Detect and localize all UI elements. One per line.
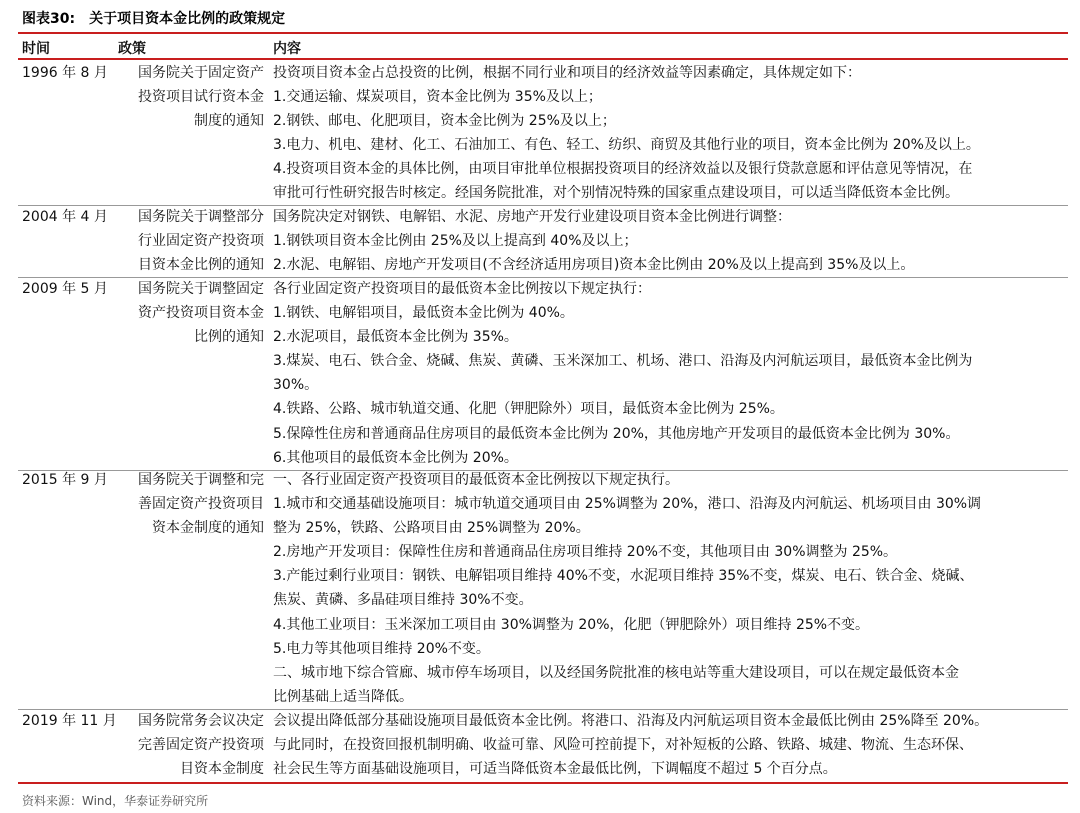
row-content [273,468,1068,709]
text-line: 国务院关于调整固定 [138,281,264,297]
text-line: 国务院决定对钢铁、电解铝、水泥、房地产开发行业建设项目资本金比例进行调整： [273,209,791,225]
text-line: 资产投资项目资本金 [138,305,264,322]
text-line: 1.钢铁、电解铝项目，最低资本金比例为 40%。 [273,305,574,322]
row-policy [118,709,268,781]
column-header-content: 内容 [273,41,301,57]
text-line: 二、城市地下综合管廊、城市停车场项目，以及经国务院批准的核电站等重大建设项目，可以在规定最低资本金 [273,664,959,681]
text-line: 比例基础上适当降低。 [273,688,413,705]
text-line: 5.电力等其他项目维持 20%不变。 [273,640,490,657]
text-line: 目资本金制度 [180,761,264,778]
text-line: 3.电力、机电、建材、化工、石油加工、有色、轻工、纺织、商贸及其他行业的项目，资本金比例为 20%及以上。 [273,137,980,154]
row-content [273,205,1068,277]
header-top-rule [18,32,1068,34]
text-line: 国务院关于固定资产 [138,65,264,81]
text-line: 投资项目资本金占总投资的比例，根据不同行业和项目的经济效益等因素确定，具体规定如下： [273,65,861,81]
text-line: 审批可行性研究报告时核定。经国务院批准，对个别情况特殊的国家重点建设项目，可以适当降低资本金比例。 [273,185,959,202]
text-line: 目资本金比例的通知 [138,257,264,274]
row-content [273,709,1068,781]
text-line: 完善固定资产投资项 [138,737,264,754]
row-time: 2009 年 5 月 [22,281,108,297]
row-policy [118,61,268,133]
text-line: 1.城市和交通基础设施项目：城市轨道交通项目由 25%调整为 20%，港口、沿海及内河航运、机场项目由 30%调 [273,496,982,513]
text-line: 30%。 [273,377,319,394]
row-policy [118,277,268,349]
text-line: 国务院关于调整部分 [138,209,264,225]
text-line: 社会民生等方面基础设施项目，可适当降低资本金最低比例，下调幅度不超过 5 个百分点。 [273,761,837,778]
text-line: 4.投资项目资本金的具体比例，由项目审批单位根据投资项目的经济效益以及银行贷款意愿和评估意见等情况，在 [273,161,973,178]
text-line: 3.煤炭、电石、铁合金、烧碱、焦炭、黄磷、玉米深加工、机场、港口、沿海及内河航运项目，最低资本金比例为 [273,353,973,370]
source-note: 资料来源：Wind，华泰证券研究所 [22,794,209,808]
row-policy [118,468,268,540]
text-line: 2.水泥、电解铝、房地产开发项目(不含经济适用房项目)资本金比例由 20%及以上提高到 35%及以上。 [273,257,915,274]
text-line: 各行业固定资产投资项目的最低资本金比例按以下规定执行： [273,281,651,297]
column-header-time: 时间 [22,41,50,57]
text-line: 3.产能过剩行业项目：钢铁、电解铝项目维持 40%不变，水泥项目维持 35%不变，煤炭、电石、铁合金、烧碱、 [273,568,974,585]
text-line: 制度的通知 [194,113,264,130]
row-content [273,277,1068,470]
column-header-policy: 政策 [118,41,146,57]
figure-title [22,8,285,28]
text-line: 投资项目试行资本金 [138,89,264,106]
text-line: 整为 25%，铁路、公路项目由 25%调整为 20%。 [273,520,590,537]
figure-title-text: 关于项目资本金比例的政策规定 [89,11,286,27]
text-line: 焦炭、黄磷、多晶硅项目维持 30%不变。 [273,592,533,609]
text-line: 行业固定资产投资项 [138,233,264,250]
text-line: 一、各行业固定资产投资项目的最低资本金比例按以下规定执行。 [273,472,679,488]
text-line: 2.水泥项目，最低资本金比例为 35%。 [273,329,518,346]
text-line: 2.钢铁、邮电、化肥项目，资本金比例为 25%及以上； [273,113,616,130]
text-line: 与此同时，在投资回报机制明确、收益可靠、风险可控前提下，对补短板的公路、铁路、城建、物流、生态环保、 [273,737,973,754]
text-line: 国务院关于调整和完 [138,472,264,488]
row-time: 2015 年 9 月 [22,472,108,488]
text-line: 善固定资产投资项目 [138,496,264,513]
text-line: 4.其他工业项目：玉米深加工项目由 30%调整为 20%，化肥（钾肥除外）项目维持 25%不变。 [273,616,870,633]
text-line: 5.保障性住房和普通商品住房项目的最低资本金比例为 20%，其他房地产开发项目的最低资本金比例为 30%。 [273,425,960,442]
text-line: 1.钢铁项目资本金比例由 25%及以上提高到 40%及以上； [273,233,638,250]
text-line: 4.铁路、公路、城市轨道交通、化肥（钾肥除外）项目，最低资本金比例为 25%。 [273,401,784,418]
text-line: 资本金制度的通知 [152,520,264,537]
header-bottom-rule [18,58,1068,60]
row-time: 1996 年 8 月 [22,65,108,81]
text-line: 比例的通知 [194,329,264,346]
text-line: 1.交通运输、煤炭项目，资本金比例为 35%及以上； [273,89,602,106]
row-content [273,61,1068,206]
table-bottom-rule [18,782,1068,784]
figure-label: 图表30: [22,11,76,27]
row-policy [118,205,268,277]
text-line: 6.其他项目的最低资本金比例为 20%。 [273,449,518,466]
text-line: 2.房地产开发项目：保障性住房和普通商品住房项目维持 20%不变，其他项目由 30%调整为 25%。 [273,544,898,561]
text-line: 国务院常务会议决定 [138,713,264,729]
row-time: 2019 年 11 月 [22,713,117,729]
row-time: 2004 年 4 月 [22,209,108,225]
text-line: 会议提出降低部分基础设施项目最低资本金比例。将港口、沿海及内河航运项目资本金最低比例由 25%降至 20%。 [273,713,989,729]
